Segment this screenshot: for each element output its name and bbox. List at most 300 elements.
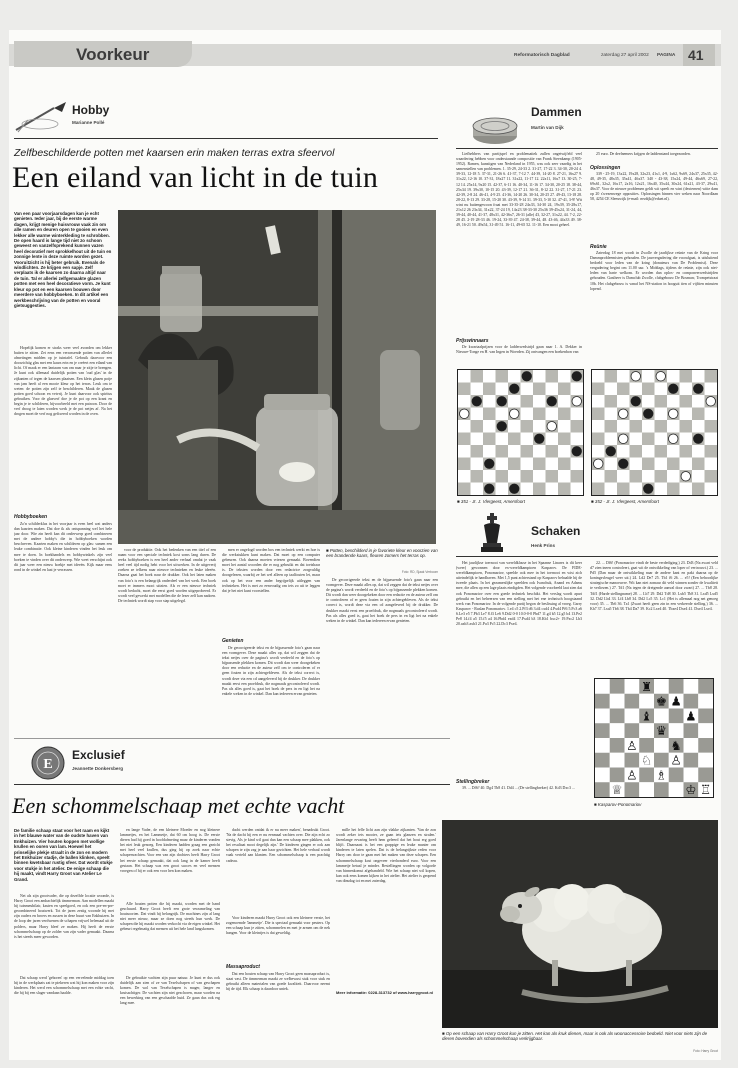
board-square [692, 445, 705, 458]
exclusief-paragraph-7: Voor kinderen maakt Harry Groot ook een kleinere versie, het zogenoemde 'lammetje'. Die is speciaal gemaakt voor peuters. Op een schaap kun je zitten, schommelen en met je armen om de nek hangen. Voor de kleintjes is dat geweldig. [226, 916, 330, 936]
chess-square [625, 753, 640, 768]
hobby-body-4 [222, 548, 320, 636]
exclusief-lead: De familie schaap staat voor het raam en kijkt in het blauwe water van de oudste haven van Enkhuizen. Vier houten koppen met wollige krullen en ooren van lam. Hoewel het prinselijke plekje straalt in de zon en modern het Enkhuizer stadje, de ballen klinken, speelt binnen kwetsbaar rustig sfeer. Dat wordt stukje voor stukje in het atelier. De enige schaap die hij maakt, vindt Harry Groot van Atelier Le Grand. [14, 828, 113, 882]
board-square [667, 420, 680, 433]
exclusief-body-2 [14, 976, 114, 1048]
chess-piece: ♙ [626, 767, 638, 783]
schaken-column-2 [590, 561, 718, 673]
exclusief-paragraph-1: Net als zijn grootvader, die op dezelfde locatie woonde, is Harry Groot een ambachtelijk timmerman. Aan modellen maakt hij tuinmeubilair, kasten en speelgoed, en ook een pre-en-pre-gecombineerd houtwerk. Tot de jaren zestig woonde hij met zijn ouders en broers en zussen in deze buurt van Enkhuizen. In de loop der jaren verdwenen de schapen vrijwel helemaal uit de polders, maar Harry bleef ze maken. Hij heeft de eerste schommelschaap op de zolder van zijn vader gemaakt. Daarna is het steeds meer geworden. [14, 894, 114, 939]
chess-piece: ♔ [685, 782, 697, 797]
board-square [533, 458, 546, 471]
board-square [508, 458, 521, 471]
white-piece [510, 409, 520, 419]
schaken-paragraph-1: Het jaarlijkse toernooi van wereldklasse in het Spaanse Linares is dit keer (weer) gewonnen door ex-wereldkampioen Kasparov. De FIDE-wereldkampioen, Ponomariov, speelde ook mee in het toernooi en wist zich uiteindelijk te handhaven. Met 1,5 punt achterstand op Kasparov behaalde hij de tweede plaats. In het gezamenlijke speelden ook Ivanchuk, Anand en Adams mee, die allen op een lage plaats eindigden. Het volgende voorbeeld laat zien dat ook Ponomariov over een goede techniek beschikt. Het verslag wordt apart gebruikt en het beheersen van een stelling met het ene technisch hoogstaand werk van Ponomariov. In de volgende partij begon de beslissing al vroeg. Garry Kasparov - Ruslan Ponomariov. 1.e4 c5 2.Pf3 d6 3.d4 cxd4 4.Pxd4 Pf6 5.Pc3 a6 6.Le3 e5 7.Pb3 Le7 8.f3 Le6 9.Dd2 0-0 10.0-0-0 Pbd7 11.g4 b5 12.g5 b4 13.Pe2 Pe8 14.f4 a5 15.f5 a4 16.Pbd4 exd4 17.Pxd4 b3 18.Kb1 bxc2+ 19.Pxc2 Lb3 20.axb3 axb3 21.Pa3 Pc5 22.Dc3 Pxe4. [456, 561, 582, 627]
board-square [680, 370, 693, 383]
board-square [458, 420, 471, 433]
chess-square [610, 709, 625, 724]
exclusief-paragraph-6: dacht werden ontdat ik er nu meer maken', benadrukt Groot. 'Na de dacht hij een er nu eenmaal vachten over. Die zijn echt zo stevig. Als je kind wil gaat dan kan een schaap mee plakken, ook het resultaat mooi degelijk zijn.' De kinderen gingen er ook aan schapen te zijn zag je aan haar gezichten. Het hele verhaal wordt vaak verteld aan klanten. Een schommelschaap is een prachtig cadeau. [226, 828, 330, 863]
board-square [558, 408, 571, 421]
board-square [521, 483, 534, 496]
board-square [605, 470, 618, 483]
exclusief-badge-icon [30, 745, 66, 781]
exclusief-body-8 [226, 972, 330, 1048]
black-piece [644, 409, 654, 419]
chess-square [639, 723, 654, 738]
caption-bullet: ■ [457, 499, 461, 504]
board-square [471, 458, 484, 471]
board-square [571, 408, 584, 421]
board-square [483, 420, 496, 433]
board-square [571, 470, 584, 483]
board-square [483, 370, 496, 383]
exclusief-paragraph-4: Alle houten potten die hij maakt, worden met de hand geschuurd. Harry Groot heeft een grote verzameling van houtsoorten. Dat vindt hij belangrijk. De machines zijn al lang niet meer nieuw, maar ze doen nog steeds hun werk. De schapen die hij maakt worden verkocht via de eigen winkel. Het gebeurt regelmatig dat mensen uit het hele land langskomen. [120, 902, 220, 932]
board-square [458, 445, 471, 458]
board-square [521, 395, 534, 408]
schaken-section-title: Schaken [531, 524, 581, 538]
sheep-photo-caption [442, 1031, 718, 1047]
board-square [630, 458, 643, 471]
board-square [458, 433, 471, 446]
black-piece [510, 384, 520, 394]
board-square [546, 483, 559, 496]
board-square [642, 383, 655, 396]
board-square [571, 420, 584, 433]
board-square [508, 370, 521, 383]
board-square [605, 483, 618, 496]
board-square [630, 383, 643, 396]
board-square [705, 458, 718, 471]
board-square [667, 470, 680, 483]
dammen-subhead-prijswinnaars: Prijswinnaars [456, 338, 489, 344]
chess-piece: ♜ [641, 679, 653, 694]
board-square [680, 420, 693, 433]
board-square [592, 483, 605, 496]
dammen-column-1 [456, 152, 582, 336]
board-square [508, 445, 521, 458]
board-square [546, 408, 559, 421]
board-square [558, 458, 571, 471]
exclusief-body-7 [226, 916, 330, 962]
board-square [558, 433, 571, 446]
board-square [655, 433, 668, 446]
black-piece [497, 422, 507, 432]
board-square [655, 383, 668, 396]
board-square [680, 408, 693, 421]
board-square [705, 408, 718, 421]
white-piece [656, 372, 666, 382]
board-square [605, 383, 618, 396]
white-piece [619, 434, 629, 444]
chess-piece: ♙ [626, 737, 638, 753]
hobby-section-title: Hobby [72, 103, 110, 117]
board-square [642, 433, 655, 446]
exclusief-body-4 [120, 902, 220, 974]
dammen-column-2b [590, 172, 718, 242]
board-square [630, 470, 643, 483]
board-square [630, 445, 643, 458]
exclusief-paragraph-9: mille het felle licht aan zijn vlakke zijkanten. 'Van de zon wordt zeker iets mooier, ze gaan iets glanzen en stralen.' Jarenlange ervaring heeft hem geleerd dat het hout erg goed blijft. Daarnaast is het een grappige en leuke manier om kinderen te laten spelen. Dat is de belangrijkste reden voor Harry om door te gaan met het maken van deze schapen. Een schommelschaap kost ongeveer vierhonderd euro. Voor een lammetje betaal je minder. Bestellingen worden op volgorde van binnenkomst afgehandeld. Wie het schaap niet wil kopen, kan ook eens komen kijken in het atelier. Het atelier is geopend van dinsdag tot en met zaterdag. [336, 828, 436, 883]
board-square [642, 420, 655, 433]
board-square [605, 370, 618, 383]
page-label: PAGINA [657, 53, 676, 58]
schaken-subhead-stellingbreker: Stellingbreker [456, 779, 490, 785]
chess-piece: ♛ [655, 723, 667, 739]
caption-bullet: ■ [591, 499, 595, 504]
board-square [521, 433, 534, 446]
board-square [592, 408, 605, 421]
board-square [705, 383, 718, 396]
chess-square [684, 768, 699, 783]
board-square [558, 383, 571, 396]
board-square [655, 408, 668, 421]
board-square [533, 483, 546, 496]
chess-square [654, 782, 669, 797]
chess-square [654, 738, 669, 753]
board-square [546, 370, 559, 383]
chess-square [595, 723, 610, 738]
board-square [667, 483, 680, 496]
chess-square [684, 694, 699, 709]
white-piece [631, 372, 641, 382]
board-square [642, 445, 655, 458]
board-square [630, 408, 643, 421]
chess-king-icon [478, 513, 506, 553]
chess-square [595, 782, 610, 797]
board-square [521, 445, 534, 458]
board-square [655, 420, 668, 433]
board-square [692, 483, 705, 496]
board-square [680, 458, 693, 471]
board-square [471, 433, 484, 446]
board-square [521, 408, 534, 421]
board-square [521, 420, 534, 433]
chess-square [595, 768, 610, 783]
chess-piece: ♙ [670, 752, 682, 768]
black-piece [522, 372, 532, 382]
board-square [558, 370, 571, 383]
board-square [521, 458, 534, 471]
dammen-paragraph-4: 339 - 25-19, 13x22, 19x28, 32x23, 41x1, 4-9, 1x62, 9x69, 24x37, 25x35, 42-48, 49-35, 48x35, 35x41, 46x37. 340 - 43-38, 15x24, 49-44, 46x69, 27-22, 69x61, 32x2, 16x17, 2x16, 12x21, 16x40, 35x44, 30x24, 61x21, 43-37, 29x41, 46x37. Voor de nieuwe problemen geldt wit speelt en wint (dexternen) witte dam op 20 s'wezenwege opposities. Oplossingen binnen vier weken naar Noordlaan 58, 4254 CE Sleeuwijk (e-mail: mvdijk@eduet.nl). [590, 172, 718, 202]
caption-bullet: ■ [442, 1031, 446, 1036]
chess-square [698, 738, 713, 753]
board-square [592, 370, 605, 383]
white-piece [460, 409, 470, 419]
black-piece [631, 397, 641, 407]
draughts-diagram-352 [591, 369, 718, 496]
exclusief-subhead-massaproduct: Massaproduct [226, 964, 260, 970]
white-piece [669, 434, 679, 444]
chess-square [595, 738, 610, 753]
page-number: 41 [688, 47, 704, 63]
chess-square [684, 738, 699, 753]
diagram-352-caption [591, 499, 718, 504]
chess-square [625, 782, 640, 797]
board-square [592, 470, 605, 483]
board-square [592, 395, 605, 408]
board-square [692, 420, 705, 433]
board-square [458, 383, 471, 396]
board-square [471, 420, 484, 433]
board-square [630, 420, 643, 433]
board-square [705, 470, 718, 483]
board-square [533, 370, 546, 383]
black-piece [606, 447, 616, 457]
black-piece [694, 384, 704, 394]
jar-illustration [118, 210, 436, 544]
board-square [533, 383, 546, 396]
exclusief-body-5 [120, 976, 220, 1048]
board-square [617, 370, 630, 383]
diagram-351-caption-text: 351 - Jr. J. Vlergeest, Amersfoort [460, 499, 525, 504]
chess-diagram [594, 678, 714, 798]
board-square [483, 383, 496, 396]
board-square [458, 395, 471, 408]
dammen-column-2 [590, 152, 718, 163]
board-square [533, 445, 546, 458]
board-square [521, 470, 534, 483]
board-square [617, 470, 630, 483]
board-square [483, 395, 496, 408]
board-square [458, 458, 471, 471]
chess-square [698, 679, 713, 694]
dammen-column-1b [456, 345, 582, 363]
board-square [458, 483, 471, 496]
hobby-kicker: Zelfbeschilderde potten met kaarsen erin maken terras extra sfeervol [14, 147, 335, 159]
black-piece [619, 459, 629, 469]
draughts-board-352 [592, 370, 717, 495]
svg-text:E: E [43, 757, 53, 772]
hobby-headline: Een eiland van licht in de tuin [12, 161, 379, 194]
board-square [667, 458, 680, 471]
exclusief-paragraph-3: en lange Vader, de een kleinere Moeder en nog kleinere lammetjes, en het Lammetje, dat 60 cm hoog is. De eerste dieren had hij goed in hoofdafmeting maar de kinderen vonden het niet leuk genoeg. Een kinderen hadden graag een gezicht met heel veel krullen, dus ging hij op zoek naar echte schapenvachten. Voor een van zijn dochters heeft Harry Groot het eerste schaap gemaakt, dat ook lang in de kamer heeft gestaan. Het schaap was een groot succes en veel mensen vroegen of hij er ook een voor hen kon maken. [120, 828, 220, 873]
caption-bullet: ■ [326, 548, 330, 553]
board-square [471, 445, 484, 458]
black-piece [547, 397, 557, 407]
black-piece [572, 372, 582, 382]
chess-square [610, 738, 625, 753]
chess-square [669, 679, 684, 694]
chess-square [610, 753, 625, 768]
exclusief-byline: Jeannette Donkersberg [72, 766, 124, 771]
board-square [546, 433, 559, 446]
white-piece [669, 409, 679, 419]
chess-piece: ♟ [670, 693, 682, 709]
board-square [605, 433, 618, 446]
board-square [655, 395, 668, 408]
hobby-paragraph-5: De gecorrigeerde tekst en de bijpassende foto's gaan naar een vormgever. Deze maakt alles op, dat wil zeggen dat de tekst netjes over de pagina's wordt verdeeld en de foto's op bijpassende plekken komen. Dit wordt dan weer doorgekeken door een redactie en de auteur zelf om te controleren of er geen fouten in zijn achtergebleven. Als de tekst correct is, wordt deze via een cd aangeleverd bij de drukker. De drukker maakt eerst een proefdruk, die nogmaals gecontroleerd wordt. Pas als alles goed is, gaat het boek de pers in en ligt het na enkele weken in de winkel. Dan kan iedereen ervan genieten. [222, 646, 320, 696]
caption-bullet: ■ [594, 802, 598, 807]
board-square [642, 458, 655, 471]
board-square [692, 470, 705, 483]
board-square [458, 470, 471, 483]
draughts-piece-icon [470, 112, 520, 146]
board-square [667, 370, 680, 383]
board-square [508, 433, 521, 446]
dammen-rule [456, 148, 718, 149]
rocking-sheep-illustration [442, 820, 718, 1028]
black-piece [497, 397, 507, 407]
draughts-board-351 [458, 370, 583, 495]
dammen-subhead-oplossingen: Oplossingen [590, 165, 621, 171]
board-square [680, 383, 693, 396]
hobby-photo-caption [326, 548, 438, 570]
chess-square [610, 694, 625, 709]
board-square [496, 445, 509, 458]
hobby-body-5 [222, 646, 320, 730]
chess-square [669, 782, 684, 797]
board-square [496, 483, 509, 496]
chess-square [639, 782, 654, 797]
chess-square [669, 709, 684, 724]
board-square [692, 408, 705, 421]
chess-square [669, 723, 684, 738]
dammen-paragraph-1: Liefhebbers van partijspel en problematiek zullen ongetwijfeld veel waardering hebben voor onderstaande compositie van Frank Steenkamp (1905-1952). Ramen, kunstigen van Nederland in 1955, was ook zeer vaardig in het samenstellen van problemen. 1. 35-29, 24-33 2. 31-27, 17-22 3. 34-30, 20-24 4. 39-33, 12-18 5. 37-31, 21-26 6. 41-37, 7-12 7. 44-39, 14-20 8. 27-21, 16x27 9. 31x22, 12-16 10. 37-31, 18x27 11. 31x22, 11-17 12. 22x11, 16x7 13. 30-25, 7-12 14. 25x14, 9x20 15. 42-37, 6-11 16. 40-34, 11-16 17. 34-30, 20-25 18. 38-44, 25x34 19. 39x30, 10-15 20. 43-39, 12-17 21. 36-31, 8-12 22. 31-27, 17-21 23. 42-39, 2-8 24. 46-41, 4-9 25. 41-36, 14-20 26. 30-34, 20-25 27. 49-43, 13-18 28. 28-22, 8-13 29. 33-28, 15-20 30. 43-39, 9-14 31. 39-33, 5-10 32. 47-41, 3-9! Wit wint nu buitengewoon fraai met 33-35-28 24x33, 34-30 24, 19x39, 35-28x17, 21x12 26 23x34, 31x22, 37-24 19, 14x23 38-33-30 25x36 39-45x24, 31-24, 44, 39-44, 40-44, 41-37, 48x31, 42-36x7, 26-31 (alle) 43, 32-27, 31x22, 44. 7-2, 22-28 45. 2-19 28-33 46. 19-24, 33-39 47. 24-38, 39-44, 48. 43-46, 44x33 49. 38-49, 16-21 50. 49x54, 31-49 51. 16-11, 49-65 52. 11-10. Een mooi geheel. [456, 152, 582, 228]
brush-icon [14, 100, 68, 136]
hobby-body-2 [14, 522, 112, 730]
white-piece [706, 397, 716, 407]
chess-square [625, 679, 640, 694]
white-piece [547, 422, 557, 432]
board-square [630, 433, 643, 446]
black-piece [644, 484, 654, 494]
hobby-body-1 [14, 346, 112, 512]
white-piece [572, 397, 582, 407]
board-square [483, 433, 496, 446]
board-square [642, 395, 655, 408]
board-square [705, 483, 718, 496]
chess-square [610, 723, 625, 738]
board-square [655, 458, 668, 471]
chess-square [684, 723, 699, 738]
sheep-caption-text: Op een schaap van Harry Groot kun je zitten. Het kan als kruk dienen, maar is ook als woonaccessoire bedoeld. Niet voor niets zijn de dieren bovendien als schommelschaap verkrijgbaar. [442, 1031, 708, 1042]
chess-square [684, 753, 699, 768]
board-square [571, 433, 584, 446]
board-square [533, 470, 546, 483]
board-square [705, 433, 718, 446]
chess-square [684, 679, 699, 694]
chess-square [610, 679, 625, 694]
draughts-diagram-351 [457, 369, 584, 496]
board-square [508, 395, 521, 408]
hobby-photo [118, 210, 436, 544]
chess-square [595, 679, 610, 694]
chess-square [698, 694, 713, 709]
exclusief-paragraph-5: De gebruikte vachten zijn puur natuur. Je kunt er dus ook duidelijk aan zien of ze van Texelschapen of van geschapen komen. De wol van Texelschapen is mager, langer en kruisachtiger. De vachten zijn niet geschoren, maar worden na een bewerking van een geschaafde huid. Ze gaan dus ook erg lang mee. [120, 976, 220, 1006]
board-square [617, 383, 630, 396]
board-square [558, 470, 571, 483]
hobby-rule [14, 138, 438, 139]
hobby-photo-credit: Foto: RD, Sjaak Verboom [401, 570, 438, 574]
dammen-paragraph-5: Zaterdag 18 mei wordt in Zwolle de jaarlijkse reünie van de Kring voor Dammprobleemisten gehouden. De jaarvergadering die voorafgaat, is uitsluitend bedoeld voor leden van de kring (donateurs van De Problemist). Deze vergadering begint om 11.00 uur. 's Middags, tijdens de reünie, zijn ook niet-leden van harte welkom. Er worden dan oplos- en componeerwedstrijden gehouden. Gastheer is Damclub Zwolle, clubgebouw De Bosmarr, Trompetstraat 10b. Het clubgebouw is vanaf het NS-station in hooguit tien of vijftien minuten lopend. [590, 251, 718, 291]
board-square [667, 395, 680, 408]
chess-board [595, 679, 713, 797]
chess-square [698, 768, 713, 783]
board-square [558, 483, 571, 496]
chess-square [654, 679, 669, 694]
hobby-paragraph-1: Hopelijk komen er straks weer veel avonden om lekker buiten te zitten. Zet eens een verrassende potten van allerlei afmetingen midden op je tuintafel. Gebruik daarvoor een doorzichtig glas met een kaars erin en je creëert een eiland van licht. Of maak er een lantaarn van om naar je zitje te brengen. Je kunt ook allemaal duidelijk potten van 'oud glas' in de zijkanten of tegen de kaarsen plaatsen. Een klein glazen potje van jam heeft al een mooie kleur op het terras. Leuk om te weten: de potten zijn zelf te beschilderen. Maak de glazen potten goed schoon en vetvrij. Je kunt daarvoor ook spiritus gebruiken. Voor de glasverf doe je de pot op een krant en begin je te schilderen, bijvoorbeeld met een patroon. Door de verf droog te laten worden werk je de pot netjes af. Na het drogen moet de verf nog gefixeerd worden in de oven. [14, 346, 112, 417]
chess-diagram-caption [594, 802, 718, 807]
exclusief-body-3 [120, 828, 220, 900]
exclusief-section-title: Exclusief [72, 748, 125, 762]
exclusief-headline: Een schommelschaap met echte vacht [12, 793, 345, 818]
black-piece [510, 484, 520, 494]
chess-square [654, 753, 669, 768]
chess-piece: ♝ [641, 708, 653, 724]
board-square [546, 470, 559, 483]
board-square [592, 383, 605, 396]
board-square [458, 370, 471, 383]
chess-caption-text: Kasparov-Ponomariov [597, 802, 642, 807]
dammen-paragraph-2: De kwartaalprijzen voor de ladderwedstrijd gaan naar 1. A. Dekker in Nieuwe-Tonge en H. van Ingen in Woerden. Zij ontvangen een boekenbon van [456, 345, 582, 355]
chess-square [595, 709, 610, 724]
board-square [592, 433, 605, 446]
board-square [655, 445, 668, 458]
board-square [483, 445, 496, 458]
chess-square [625, 694, 640, 709]
board-square [705, 445, 718, 458]
board-square [605, 408, 618, 421]
board-square [558, 395, 571, 408]
chess-piece: ♞ [670, 737, 682, 753]
black-piece [694, 434, 704, 444]
board-square [483, 470, 496, 483]
chess-square [639, 738, 654, 753]
board-square [546, 445, 559, 458]
dammen-byline: Martin van Dijk [531, 125, 564, 130]
board-square [630, 483, 643, 496]
board-square [558, 420, 571, 433]
diagram-352-caption-text: 352 - Jr. J. Vlergeest, Amersfoort [594, 499, 659, 504]
schaken-column-1 [456, 561, 582, 777]
board-square [471, 483, 484, 496]
chess-square [698, 723, 713, 738]
board-square [483, 408, 496, 421]
chess-square [639, 768, 654, 783]
chess-square [595, 694, 610, 709]
hobby-subhead-genieten: Genieten [222, 638, 244, 644]
exclusief-rule [14, 784, 450, 785]
dammen-column-2c [590, 251, 718, 363]
hobby-byline: Marianne Pollé [72, 120, 105, 125]
issue-date: zaterdag 27 april 2002 [601, 53, 649, 58]
board-square [496, 458, 509, 471]
board-square [617, 420, 630, 433]
chess-square [639, 694, 654, 709]
dammen-section-title: Dammen [531, 105, 582, 119]
chess-square [698, 709, 713, 724]
hobby-paragraph-6: De gecorrigeerde tekst en de bijpassende foto's gaan naar een vormgever. Deze maakt alles op, dat wil zeggen dat de tekst netjes over de pagina's wordt verdeeld en de foto's op bijpassende plekken komen. Dit wordt dan weer doorgekeken door een redactie en de auteur zelf om te controleren of er geen fouten in zijn achtergebleven. Als de tekst correct is, wordt deze via een cd aangeleverd bij de drukker. De drukker maakt eerst een proefdruk, die nogmaals gecontroleerd wordt. Pas als alles goed is, gaat het boek de pers in en ligt het na enkele weken in de winkel. Dan kan iedereen ervan genieten. [326, 578, 438, 623]
board-square [655, 483, 668, 496]
board-square [571, 483, 584, 496]
hobby-paragraph-4: men er ongelogd worden bos een techniek werkt en hoe is die werkstukken kunt maken. Dat moet op een computer gebeuren. Ook daarna moeten vriezen gemaakt. Bovendien moet het aantal woorden die er nog gebruikt en dat toetsbaar is. De teksten worden door een redactrice zorgvuldig doorgelezen, waarbij ze het wel alleen op taalfouten let, maar ook op het voor een ander begrijpelijk uitleggen van technieken. Het is met zo eenvoudig om iets zo uit te leggen dat je het niet kunt voorstellen. [222, 548, 320, 593]
board-square [546, 458, 559, 471]
exclusief-info: Meer informatie: 0228-313732 of www.harrygroot.nl [336, 990, 433, 995]
board-square [642, 470, 655, 483]
chess-piece: ♘ [641, 752, 653, 768]
schaken-paragraph-3: 22. ... Df6! (Ponomariov vindt de beste verdediging.) 23. Dd3 (Na zwart veld d7 zien ineen controleert, gaat wit de ontwikkeling van loper of vertrouwt.) 23. ... Pd5 (Dan maar de ontwikkeling naar de andere kant en pakt daarna op de koningsvleugel weer uit.) 24. Ld2 De7 25. Tb1 f6 26. ... e5! (Een behoorlijke strategische manoeuvre. Wit kan niet zomaar dit veld winnen zonder de kwaliteit te verliezen.) 27. Td1 (Na tegen de dreigende aanval door zwart) 27. ... Tb8 28. Tdf1 (Harde stellingname) 28. ... Lb7 29. Dd2 Td8 30. Lxb5 Tb8 31. Lxd5 Lxd5 32. Dd2 Lb4 33. Lf4 Lb8 34. Dd2 Lc5 35. Lc1 (Het is allemaal nog net genoeg voor) 35. ... Tb6 36. Ta1 (Zwart heeft geen zin in een verkeerde stelling.) 36. ... Kh7 37. Lxa5 Tb6 38. Tb4 Da7 39. Kc2 Lxe4 40. Tbxe4 Dxe4 41. Dxe4 Lxe4. [590, 561, 718, 611]
exclusief-body-9 [336, 828, 436, 988]
board-square [617, 445, 630, 458]
black-piece [669, 384, 679, 394]
white-piece [681, 472, 691, 482]
board-square [605, 420, 618, 433]
white-piece [619, 409, 629, 419]
schaken-column-1b [456, 786, 582, 798]
hobby-paragraph-2: Zo'n schilderklus in het voorjaar is even heel wat anders dan kaarten maken. Dat doe ik als ontspanning wel het hele jaar door. Wie zin heeft kan dit onderwerp goed combineren met de andere hobby's die in hobbyboeken worden beschreven. Kaarten maken en schilderen op glas: samen een leuke combinatie. Ook kleine kinderen vinden het leuk om mee te doen. In boekhandels en hobbywinkels zijn veel boeken te vinden over dit onderwerp. Wie weet verschijnt ook dit jaar weer een nieuw boekje met ideeën. Kijk maar eens rond in de winkel en laat je verrassen. [14, 522, 112, 572]
board-square [592, 445, 605, 458]
board-square [571, 458, 584, 471]
schaken-byline: Henk Prins [531, 543, 555, 548]
